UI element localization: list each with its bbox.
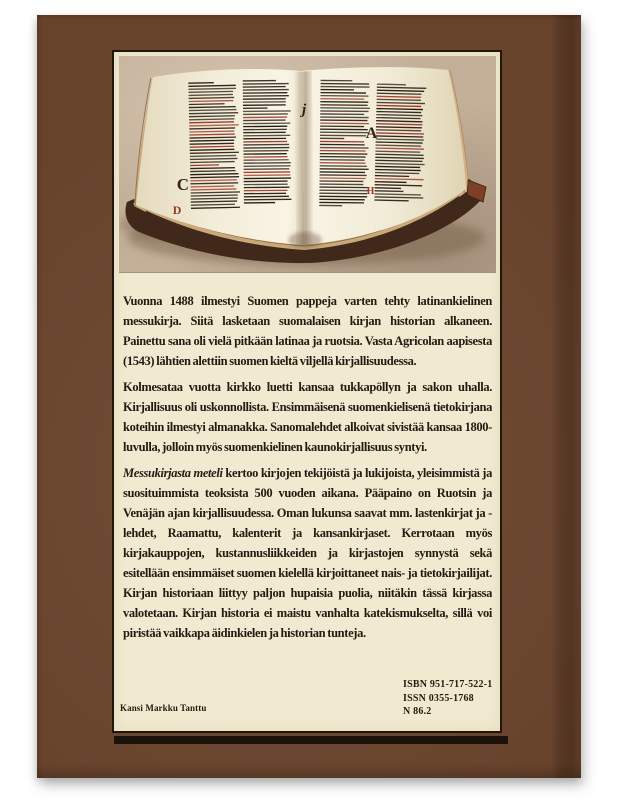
cover-panel <box>112 50 502 733</box>
issn-number: ISSN 0355-1768 <box>403 692 474 704</box>
blurb-paragraph-2: Kolmesataa vuotta kirkko luetti kansaa tukkapöllyn ja sakon uhalla. Kirjallisuus oli uskonnollista. Ensimmäisenä suomenkielisenä tietokirjana koteihin ilmestyi almanakka. Sanomalehdet alkoivat sivistää kansaa 1800-luvulla, jolloin myös suomenkielinen kaunokirjallisuus syntyi. <box>123 380 492 454</box>
cover-design-credit: Kansi Markku Tanttu <box>120 703 207 713</box>
svg-text:H: H <box>366 185 375 198</box>
blurb-text <box>123 291 492 643</box>
old-book-photo <box>119 56 496 273</box>
svg-text:D: D <box>172 202 182 218</box>
blurb-paragraph-3 <box>123 463 492 643</box>
panel-shadow-bar <box>114 736 508 744</box>
isbn-number: ISBN 951-717-522-1 <box>403 679 493 690</box>
svg-text:j: j <box>302 101 307 119</box>
blurb-paragraph-1: Vuonna 1488 ilmestyi Suomen pappeja varten tehty latinankielinen messukirja. Siitä lasketaan suomalaisen kirjan historian alkaneen. Painettu sana oli vielä pitkään latinaa ja ruotsia. Vasta Agricolan aapisesta (1543) lähtien alettiin suomen kieltä viljellä kirjallisuudessa. <box>123 294 492 368</box>
book-title-italic: Messukirjasta meteli <box>123 466 223 480</box>
page-gutter <box>294 71 314 245</box>
publication-codes <box>403 678 492 719</box>
blurb-paragraph-3-rest: kertoo kirjojen tekijöistä ja lukijoista, yleisimmistä ja suosituimmista teoksista 500 vuoden aikana. Pääpaino on Ruotsin ja Venäjän ajan kirjallisuudessa. Oman lukunsa saavat mm. lastenkirjat ja -lehdet, Raamattu, kalenterit ja kansankirjaset. Kerrotaan myös kirjakauppojen, kustannusliikkeiden ja kirjastojen synnystä sekä esitellään ensimmäiset suomen kielellä kirjoittaneet nais- ja tietokirjailijat. Kirjan historiaan liittyy paljon hupaisia puolia, niitäkin tässä kirjassa valotetaan. Kirjan historia ei maistu vanhalta katekismukselta, sillä voi piristää vaikkapa äidinkielen ja historian tunteja. <box>123 466 492 640</box>
library-classification: N 86.2 <box>403 706 432 717</box>
back-cover <box>37 15 581 778</box>
open-manuscript-illustration <box>119 56 496 272</box>
svg-text:C: C <box>176 174 189 195</box>
svg-text:A: A <box>365 124 378 143</box>
